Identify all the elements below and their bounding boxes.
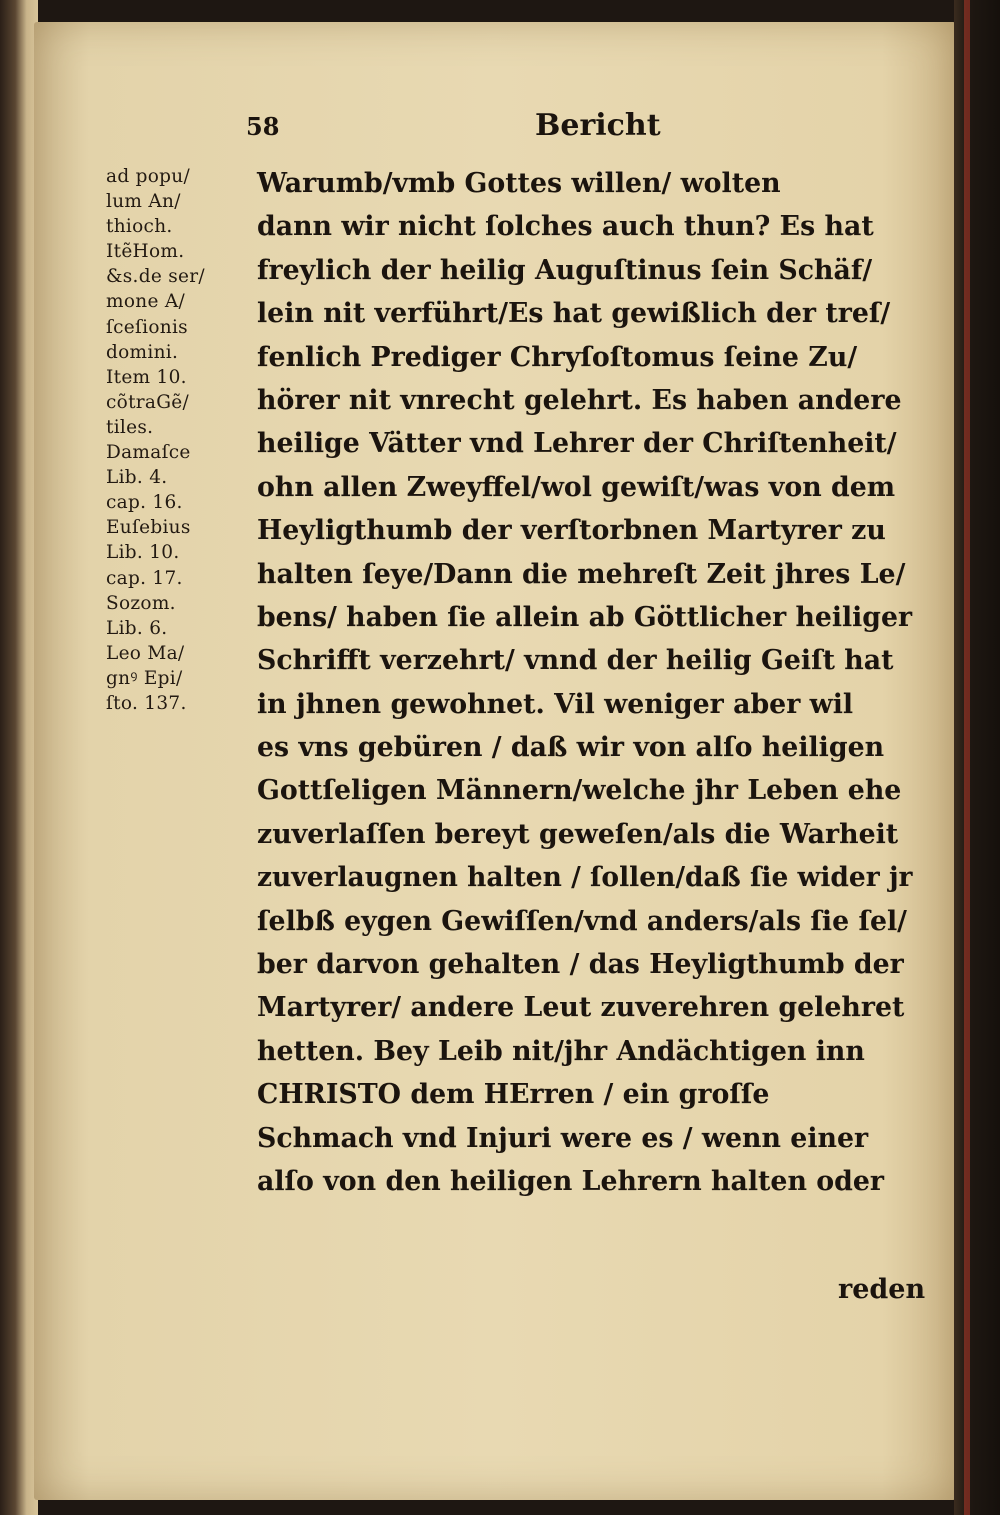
margin-notes <box>106 164 256 716</box>
body-line: Martyrer/ andere Leut zuverehren gelehret <box>257 992 905 1024</box>
margin-note-line: mone A/ <box>106 290 186 313</box>
margin-note-line: Damaſce <box>106 441 191 464</box>
body-line: fenlich Prediger Chryſoſtomus ſeine Zu/ <box>257 341 858 373</box>
body-line: freylich der heilig Auguſtinus ſein Schäf/ <box>257 254 873 286</box>
body-line: zuverlaugnen halten / ſollen/daß ſie wider jr <box>257 862 913 894</box>
margin-note-line: Lib. 4. <box>106 466 168 489</box>
body-line: Gottſeligen Männern/welche jhr Leben ehe <box>257 775 902 807</box>
body-line: lein nit verführt/Es hat gewißlich der treſ/ <box>257 298 891 330</box>
margin-note-line: thioch. <box>106 215 173 238</box>
margin-note-line: domini. <box>106 340 179 363</box>
margin-note-line: ad popu/ <box>106 165 191 187</box>
margin-note-line: Euſebius <box>106 516 191 539</box>
page-header <box>0 108 1000 144</box>
margin-note-line: Item 10. <box>106 365 187 388</box>
margin-note-line: gnꝰ Epi/ <box>106 666 183 689</box>
body-line: Heyligthumb der verſtorbnen Martyrer zu <box>257 515 886 547</box>
margin-note-line: cap. 17. <box>106 566 183 589</box>
body-line: hörer nit vnrecht gelehrt. Es haben andere <box>257 384 902 416</box>
body-line: alſo von den heiligen Lehrern halten oder <box>257 1165 885 1197</box>
margin-note-line: ItẽHom. <box>106 240 185 263</box>
margin-note-line: cap. 16. <box>106 491 183 514</box>
body-line: dann wir nicht ſolches auch thun? Es hat <box>257 211 874 243</box>
margin-note-line: ſto. 137. <box>106 691 187 714</box>
body-line: ber darvon gehalten / das Heyligthumb der <box>257 949 904 981</box>
facing-page-edge <box>954 0 1000 1515</box>
body-line: halten ſeye/Dann die mehreſt Zeit jhres Le/ <box>257 558 906 590</box>
body-line: ſelbß eygen Gewiſſen/vnd anders/als ſie ſel/ <box>257 905 907 937</box>
margin-note-line: ſceſionis <box>106 315 188 338</box>
margin-note-line: cõtraGẽ/ <box>106 390 190 413</box>
body-line: zuverlaſſen bereyt geweſen/als die Warheit <box>257 818 899 850</box>
body-line: es vns gebüren / daß wir von alſo heiligen <box>257 732 885 764</box>
page-number: 58 <box>246 112 280 141</box>
margin-note-line: Lib. 6. <box>106 616 168 639</box>
body-line: ohn allen Zweyffel/wol gewiſt/was von dem <box>257 471 896 503</box>
body-line: heilige Vätter vnd Lehrer der Chriſtenheit/ <box>257 428 897 460</box>
margin-note-line: Leo Ma/ <box>106 641 185 664</box>
body-line: CHRISTO dem HErren / ein groſſe <box>257 1079 770 1111</box>
margin-note-line: lum An/ <box>106 190 181 213</box>
book-binding-edge <box>0 0 38 1515</box>
body-line: hetten. Bey Leib nit/jhr Andächtigen inn <box>257 1035 865 1067</box>
margin-note-line: &s.de ser/ <box>106 265 205 288</box>
bookmark-thread <box>964 0 970 1515</box>
body-line: Warumb/vmb Gottes willen/ wolten <box>257 168 781 199</box>
body-text <box>257 162 917 1203</box>
margin-note-line: Lib. 10. <box>106 541 180 564</box>
body-line: Schmach vnd Injuri were es / wenn einer <box>257 1122 869 1154</box>
margin-note-line: tiles. <box>106 415 154 438</box>
margin-note-line: Sozom. <box>106 591 176 614</box>
body-line: in jhnen gewohnet. Vil weniger aber wil <box>257 688 854 720</box>
running-head: Bericht <box>535 108 661 143</box>
body-line: bens/ haben ſie allein ab Göttlicher heiliger <box>257 601 913 633</box>
body-line: Schrifft verzehrt/ vnnd der heilig Geiſt hat <box>257 645 894 677</box>
catchword: reden <box>838 1274 926 1305</box>
